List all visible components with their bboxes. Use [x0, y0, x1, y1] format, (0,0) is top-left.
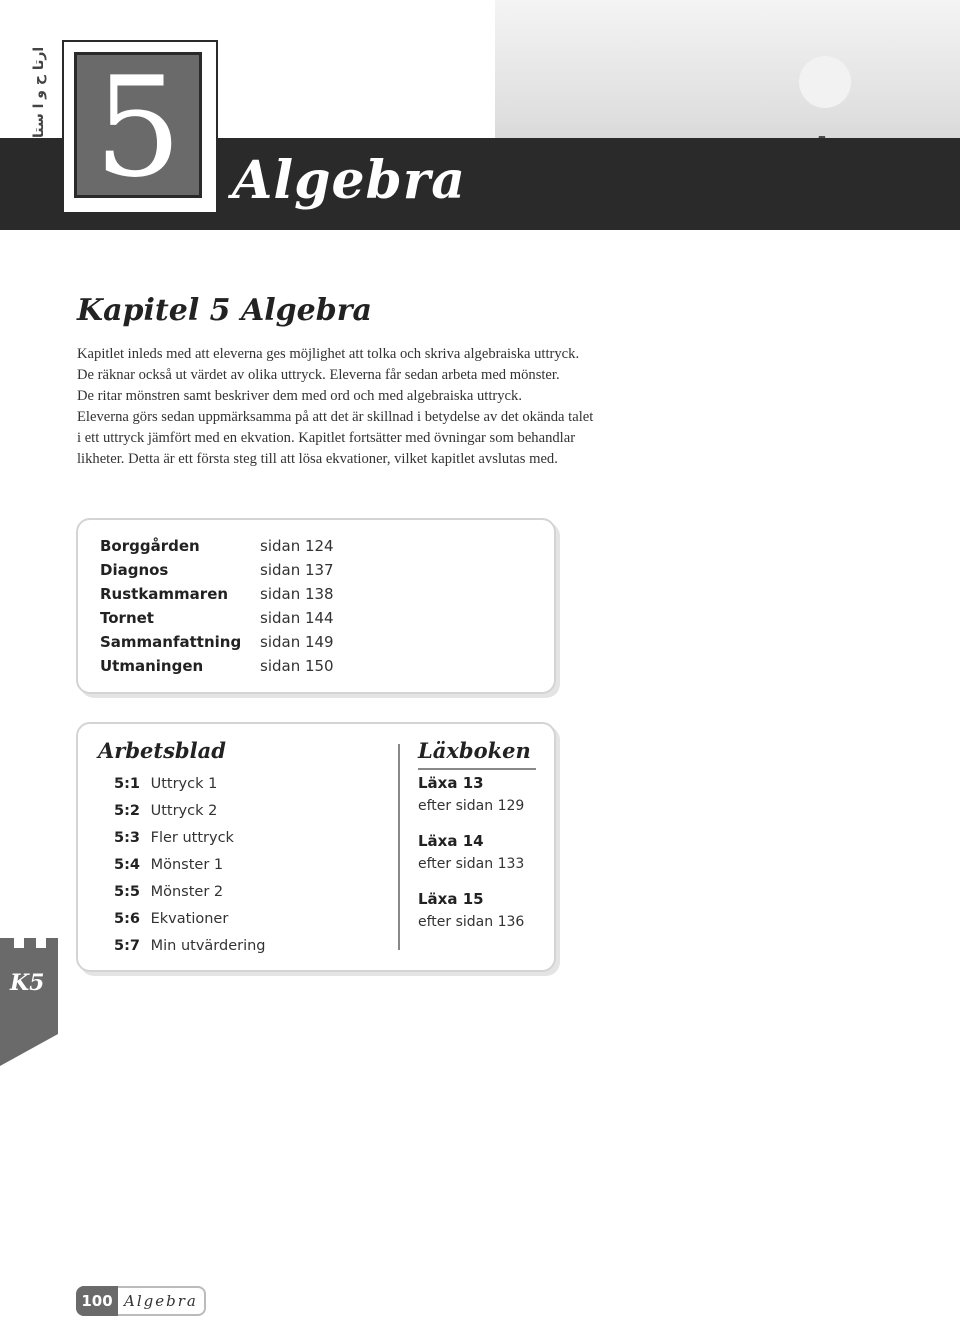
worksheet-number: 5:2 [114, 803, 140, 819]
chapter-number: 5 [74, 52, 202, 198]
worksheet-number: 5:6 [114, 911, 140, 927]
section-name: Rustkammaren [100, 585, 229, 603]
chapter-tab-label: K5 [10, 970, 45, 996]
worksheet-name: Mönster 2 [150, 884, 224, 900]
worksheet-number: 5:7 [114, 938, 140, 954]
intro-line: De räknar också ut värdet av olika uttryck. Eleverna får sedan arbeta med mönster. [77, 367, 560, 383]
worksheet-item [114, 907, 228, 931]
worksheet-number: 5:3 [114, 830, 140, 846]
section-page: sidan 150 [260, 657, 334, 675]
section-page: sidan 149 [260, 633, 334, 651]
section-page: sidan 124 [260, 537, 334, 555]
castle-tower-tab-icon [0, 938, 60, 1068]
worksheets-heading: Arbetsblad [98, 738, 226, 763]
column-divider [398, 744, 400, 950]
footer-chapter-label: Algebra [124, 1292, 198, 1310]
homework-heading: Läxboken [418, 738, 531, 763]
vertical-side-script: ارتا ح و ا ستا [31, 46, 47, 138]
worksheet-name: Mönster 1 [150, 857, 224, 873]
worksheet-number: 5:5 [114, 884, 140, 900]
homework-heading-rule [418, 768, 536, 770]
worksheet-name: Ekvationer [150, 911, 229, 927]
section-name: Diagnos [100, 561, 169, 579]
worksheet-number: 5:1 [114, 776, 140, 792]
worksheet-item [114, 799, 217, 823]
worksheets-homework-box [76, 722, 556, 972]
section-page: sidan 138 [260, 585, 334, 603]
homework-title: Läxa 15 [418, 890, 484, 908]
section-name: Borggården [100, 537, 200, 555]
page-number: 100 [76, 1286, 118, 1316]
chapter-title: Algebra [232, 150, 466, 211]
worksheet-name: Uttryck 2 [150, 803, 218, 819]
section-name: Sammanfattning [100, 633, 242, 651]
intro-line: Kapitlet inleds med att eleverna ges möjlighet att tolka och skriva algebraiska uttryck. [77, 346, 580, 362]
homework-page: efter sidan 136 [418, 914, 525, 930]
worksheet-item [114, 934, 266, 958]
worksheet-item [114, 880, 223, 904]
homework-title: Läxa 14 [418, 832, 484, 850]
homework-page: efter sidan 133 [418, 856, 525, 872]
intro-paragraph [77, 344, 707, 470]
section-page: sidan 137 [260, 561, 334, 579]
section-page: sidan 144 [260, 609, 334, 627]
intro-heading: Kapitel 5 Algebra [77, 293, 372, 328]
worksheet-name: Uttryck 1 [150, 776, 218, 792]
intro-line: De ritar mönstren samt beskriver dem med ord och med algebraiska uttryck. [77, 388, 522, 404]
intro-line: i ett uttryck jämfört med en ekvation. Kapitlet fortsätter med övningar som behandlar [77, 430, 576, 446]
worksheet-number: 5:4 [114, 857, 140, 873]
sections-box [76, 518, 556, 694]
worksheet-item [114, 826, 234, 850]
worksheet-name: Fler uttryck [150, 830, 234, 846]
intro-line: Eleverna görs sedan uppmärksamma på att det är skillnad i betydelse av det okända talet [77, 409, 594, 425]
worksheet-item [114, 853, 223, 877]
section-name: Tornet [100, 609, 154, 627]
homework-page: efter sidan 129 [418, 798, 525, 814]
homework-title: Läxa 13 [418, 774, 484, 792]
worksheet-item [114, 772, 217, 796]
intro-line: likheter. Detta är ett första steg till att lösa ekvationer, vilket kapitlet avslutas med. [77, 451, 558, 467]
worksheet-name: Min utvärdering [150, 938, 266, 954]
section-name: Utmaningen [100, 657, 204, 675]
